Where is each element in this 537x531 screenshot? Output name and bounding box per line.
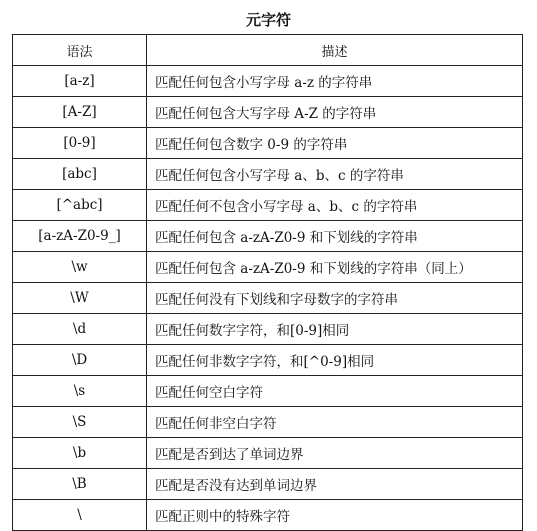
table-row <box>13 159 523 190</box>
syntax-cell: \d <box>13 314 147 345</box>
table-row <box>13 376 523 407</box>
table-header-row <box>13 35 523 66</box>
table-row <box>13 345 523 376</box>
table-row <box>13 252 523 283</box>
table-row <box>13 66 523 97</box>
description-cell: 匹配任何没有下划线和字母数字的字符串 <box>147 283 523 314</box>
description-cell: 匹配任何不包含小写字母 a、b、c 的字符串 <box>147 190 523 221</box>
syntax-cell: \ <box>13 500 147 531</box>
syntax-cell: [A-Z] <box>13 97 147 128</box>
header-description: 描述 <box>147 35 523 66</box>
syntax-cell: \w <box>13 252 147 283</box>
table-row <box>13 314 523 345</box>
syntax-cell: [^abc] <box>13 190 147 221</box>
syntax-cell: \b <box>13 438 147 469</box>
description-cell: 匹配任何包含大写字母 A-Z 的字符串 <box>147 97 523 128</box>
syntax-cell: [a-z] <box>13 66 147 97</box>
syntax-cell: \B <box>13 469 147 500</box>
description-cell: 匹配任何非数字字符，和[^0-9]相同 <box>147 345 523 376</box>
description-cell: 匹配是否没有达到单词边界 <box>147 469 523 500</box>
table-row <box>13 190 523 221</box>
description-cell: 匹配任何包含 a-zA-Z0-9 和下划线的字符串 <box>147 221 523 252</box>
table-row <box>13 221 523 252</box>
description-cell: 匹配任何包含数字 0-9 的字符串 <box>147 128 523 159</box>
description-cell: 匹配任何非空白字符 <box>147 407 523 438</box>
metacharacter-table <box>12 34 523 531</box>
table-row <box>13 407 523 438</box>
description-cell: 匹配任何包含小写字母 a-z 的字符串 <box>147 66 523 97</box>
syntax-cell: \s <box>13 376 147 407</box>
syntax-cell: [a-zA-Z0-9_] <box>13 221 147 252</box>
description-cell: 匹配任何数字字符，和[0-9]相同 <box>147 314 523 345</box>
description-cell: 匹配任何空白字符 <box>147 376 523 407</box>
header-syntax: 语法 <box>13 35 147 66</box>
table-row <box>13 283 523 314</box>
table-title: 元字符 <box>245 11 291 29</box>
description-cell: 匹配任何包含小写字母 a、b、c 的字符串 <box>147 159 523 190</box>
description-cell: 匹配正则中的特殊字符 <box>147 500 523 531</box>
description-cell: 匹配任何包含 a-zA-Z0-9 和下划线的字符串（同上） <box>147 252 523 283</box>
syntax-cell: \S <box>13 407 147 438</box>
table-row <box>13 500 523 531</box>
table-row <box>13 97 523 128</box>
syntax-cell: \W <box>13 283 147 314</box>
table-row <box>13 438 523 469</box>
description-cell: 匹配是否到达了单词边界 <box>147 438 523 469</box>
table-row <box>13 469 523 500</box>
table-row <box>13 128 523 159</box>
syntax-cell: [abc] <box>13 159 147 190</box>
syntax-cell: [0-9] <box>13 128 147 159</box>
syntax-cell: \D <box>13 345 147 376</box>
